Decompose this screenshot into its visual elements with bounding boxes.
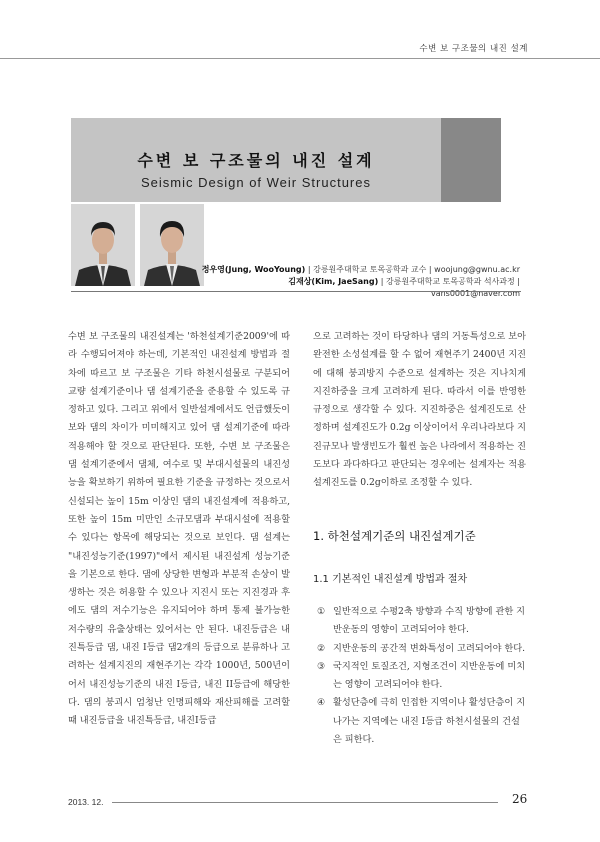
author-name: 김재상(Kim, JaeSang) [288, 277, 379, 286]
body-right-column: 으로 고려하는 것이 타당하나 댐의 거동특성으로 보아 완전한 소성설계를 할 수 없어 재현주기 2400년 지진에 대해 붕괴방지 수준으로 설계하는 것은 지나치게 지진하중을 크게 고려하게 된다. 따라서 이를 반영한 규정으로 생각할 수 있다. 지진하중은 설계진도로 산정하며 설계진도가 0.2g 이상이어서 우리나라보다 지진규모나 발생빈도가 훨씬 높은 나라에서 적용하는 진도보다 과다하다고 판단되는 경우에는 설계자는 적용설계진도를 0.2g이하로 조정할 수 있다. [313, 331, 526, 489]
list-item-text: 지반운동의 공간적 변화특성이 고려되어야 한다. [333, 642, 526, 654]
running-header: 수변 보 구조물의 내진 설계 [419, 44, 528, 54]
author-photo-1 [71, 204, 135, 286]
page-number: 26 [512, 792, 528, 806]
list-item [313, 640, 528, 658]
author-rule [71, 291, 521, 292]
title-korean: 수변 보 구조물의 내진 설계 [137, 151, 375, 170]
list-item [313, 658, 528, 695]
list-item-text: 국지적인 토질조건, 지형조건이 지반운동에 미치는 영향이 고려되어야 한다. [333, 660, 526, 691]
footer-date: 2013. 12. [68, 797, 104, 807]
author-affiliation: | 강릉원주대학교 토목공학과 교수 | woojung@gwnu.ac.kr [305, 265, 520, 274]
list-item-text: 활성단층에 극히 인접한 지역이나 활성단층이 지나가는 지역에는 내진 I등급 하천시설물의 건설은 피한다. [333, 697, 526, 746]
author-affiliation: | 강릉원주대학교 토목공학과 석사과정 | vans0001@naver.com [378, 277, 520, 298]
author-photo-2 [140, 204, 204, 286]
list-item [313, 694, 528, 749]
author-line [200, 264, 520, 276]
title-banner-accent [441, 118, 501, 202]
list-item-number: ② [317, 642, 326, 654]
section-heading: 1. 하천설계기준의 내진설계기준 [313, 529, 476, 543]
header-rule [0, 58, 600, 59]
procedure-list [313, 603, 528, 749]
title-english: Seismic Design of Weir Structures [141, 175, 371, 190]
list-item-number: ④ [317, 697, 326, 709]
author-block [200, 264, 520, 300]
author-name: 정우영(Jung, WooYoung) [201, 265, 306, 274]
list-item-number: ① [317, 606, 326, 617]
list-item [313, 603, 528, 640]
body-left-column: 수변 보 구조물의 내진설계는 '하천설계기준2009'에 따라 수행되어져야 하는데, 기본적인 내진설계 방법과 절차에 따르고 보 구조물은 기타 하천시설물로 구분되어 교량 설계기준이나 댐 설계기준을 준용할 수 있도록 규정하고 있다. 그리고 위에서 일반설계에서도 언급했듯이 보와 댐의 차이가 미미해지고 있어 댐 설계기준에 따라 적용해야 할 것으로 판단된다. 또한, 수변 보 구조물은 댐 설계기준에서 댐체, 여수로 및 부대시설물의 내진성능을 확보하기 위하여 필요한 기준을 규정하는 것으로서 신설되는 높이 15m 이상인 댐의 내진설계에 적용하고, 또한 높이 15m 미만인 소규모댐과 부대시설에 적용할 수 있다는 항목에 해당되는 것으로 보인다. 댐 설계는 "내진성능기준(1997)"에서 제시된 내진설계 성능기준을 기본으로 한다. 댐에 상당한 변형과 부분적 손상이 발생하는 것은 허용할 수 있으나 지진시 또는 지진경과 후에도 댐의 저수기능은 유지되어야 하며 통제 불가능한 저수량의 유출상태는 있어서는 안 된다. 내진등급은 내진특등급 댐, 내진 I등급 댐2개의 등급으로 분류하나 고려하는 설계지진의 재현주기는 각각 1000년, 500년이어서 내진성능기준의 내진 I등급, 내진 II등급에 해당한다. 댐의 붕괴시 엄청난 인명피해와 재산피해를 고려할 때 내진등급을 내진특등급, 내진I등급 [68, 331, 290, 727]
list-item-text: 일반적으로 수평2축 방향과 수직 방향에 관한 지반운동의 영향이 고려되어야 한다. [333, 606, 525, 636]
footer-rule [112, 802, 498, 803]
list-item-number: ③ [317, 660, 326, 672]
subsection-heading: 1.1 기본적인 내진설계 방법과 절차 [313, 574, 468, 585]
author-line [200, 276, 520, 300]
